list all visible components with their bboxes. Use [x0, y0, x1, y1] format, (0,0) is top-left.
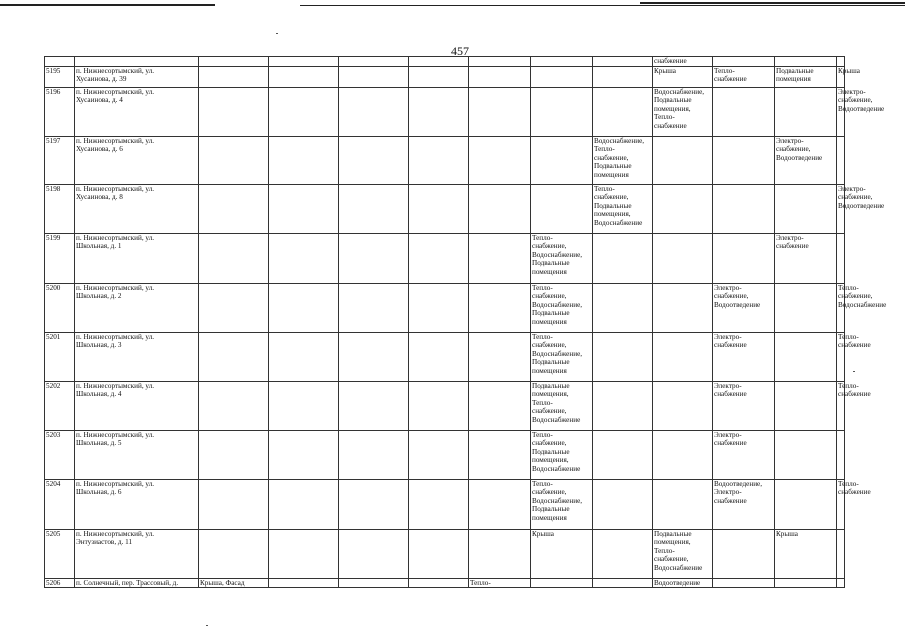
work-cell — [775, 430, 837, 479]
work-cell — [339, 578, 409, 588]
work-cell — [531, 87, 593, 136]
work-cell — [837, 430, 845, 479]
work-cell — [469, 283, 531, 332]
work-cell — [469, 332, 531, 381]
work-cell: Водоснабжение, Тепло- снабжение, Подвальные помещения — [593, 136, 653, 184]
work-cell — [269, 578, 339, 588]
work-cell — [269, 136, 339, 184]
work-cell — [713, 578, 775, 588]
work-cell — [339, 283, 409, 332]
table-row — [45, 87, 845, 136]
work-cell — [653, 332, 713, 381]
table-row — [45, 381, 845, 430]
table-row — [45, 136, 845, 184]
work-cell — [409, 136, 469, 184]
work-cell — [409, 184, 469, 233]
work-cell: Тепло- снабжение — [837, 381, 845, 430]
work-cell — [593, 578, 653, 588]
work-cell — [339, 87, 409, 136]
scan-speck — [206, 625, 208, 626]
work-cell — [713, 233, 775, 283]
work-cell — [339, 233, 409, 283]
work-cell — [531, 136, 593, 184]
work-cell: Тепло- снабжение — [837, 479, 845, 529]
work-cell — [199, 332, 269, 381]
table-row — [45, 66, 845, 87]
work-cell — [593, 479, 653, 529]
table-row — [45, 233, 845, 283]
work-cell — [199, 184, 269, 233]
work-cell — [653, 283, 713, 332]
work-cell: Электро- снабжение — [775, 233, 837, 283]
work-cell — [409, 529, 469, 578]
work-cell — [409, 233, 469, 283]
row-number-cell: 5195 — [45, 66, 75, 87]
work-cell — [199, 233, 269, 283]
work-cell — [653, 233, 713, 283]
address-cell: п. Нижнесортымский, ул. Школьная, д. 5 — [75, 430, 199, 479]
repair-schedule-table — [44, 56, 887, 588]
work-cell: Тепло- снабжение, Подвальные помещения, Водоснабжение — [531, 430, 593, 479]
work-cell — [713, 184, 775, 233]
work-cell: Электро- снабжение, Водоотведение — [837, 184, 845, 233]
scan-speck — [276, 33, 278, 34]
work-cell — [339, 332, 409, 381]
work-cell — [339, 184, 409, 233]
work-cell — [339, 381, 409, 430]
work-cell: Крыша — [653, 66, 713, 87]
work-cell — [593, 283, 653, 332]
work-cell — [199, 430, 269, 479]
work-cell: Тепло- снабжение, Водоснабжение, Подвальные помещения — [531, 332, 593, 381]
work-cell: Крыша — [775, 529, 837, 578]
work-cell — [531, 184, 593, 233]
work-cell — [469, 479, 531, 529]
address-cell: п. Солнечный, пер. Трассовый, д. — [75, 578, 199, 588]
work-cell — [653, 136, 713, 184]
work-cell: Электро- снабжение — [713, 332, 775, 381]
work-cell — [775, 381, 837, 430]
work-cell — [339, 430, 409, 479]
work-cell — [469, 136, 531, 184]
work-cell — [269, 430, 339, 479]
work-cell — [199, 381, 269, 430]
row-number-cell: 5199 — [45, 233, 75, 283]
work-cell — [775, 578, 837, 588]
work-cell: Тепло- снабжение, Водоснабжение, Подвальные помещения — [531, 233, 593, 283]
work-cell — [199, 136, 269, 184]
work-cell — [837, 136, 845, 184]
work-cell — [269, 184, 339, 233]
work-cell — [269, 529, 339, 578]
work-cell: Тепло- — [469, 578, 531, 588]
work-cell — [775, 283, 837, 332]
work-cell: Крыша — [531, 529, 593, 578]
work-cell — [775, 184, 837, 233]
work-cell — [775, 332, 837, 381]
work-cell — [713, 136, 775, 184]
work-cell — [339, 136, 409, 184]
page-number: 457 — [451, 44, 469, 58]
scan-artifact-line — [0, 4, 215, 6]
table-row — [45, 430, 845, 479]
header-fragment-cell: снабжение — [653, 57, 713, 67]
work-cell — [469, 233, 531, 283]
row-number-cell: 5196 — [45, 87, 75, 136]
work-cell: Водоотведение — [653, 578, 713, 588]
work-cell — [775, 87, 837, 136]
row-number-cell: 5205 — [45, 529, 75, 578]
work-cell: Подвальные помещения, Тепло- снабжение, Водоснабжение — [531, 381, 593, 430]
row-number-cell: 5206 — [45, 578, 75, 588]
row-number-cell: 5203 — [45, 430, 75, 479]
work-cell — [775, 479, 837, 529]
work-cell — [653, 184, 713, 233]
work-cell — [593, 66, 653, 87]
work-cell: Электро- снабжение, Водоотведение — [775, 136, 837, 184]
work-cell — [269, 381, 339, 430]
work-cell: Электро- снабжение — [713, 430, 775, 479]
row-number-cell: 5197 — [45, 136, 75, 184]
work-cell — [837, 233, 845, 283]
row-number-cell: 5202 — [45, 381, 75, 430]
work-cell — [199, 529, 269, 578]
work-cell — [339, 66, 409, 87]
work-cell — [469, 430, 531, 479]
scan-artifact-line — [640, 2, 905, 4]
work-cell: Электро- снабжение — [713, 381, 775, 430]
work-cell — [469, 184, 531, 233]
work-cell — [269, 283, 339, 332]
work-cell: Тепло- снабжение, Водоснабжение, Подвальные помещения — [531, 479, 593, 529]
table-body — [45, 57, 887, 588]
work-cell — [593, 430, 653, 479]
table-row — [45, 479, 845, 529]
work-cell — [409, 381, 469, 430]
address-cell: п. Нижнесортымский, ул. Хусаинова, д. 4 — [75, 87, 199, 136]
work-cell — [531, 66, 593, 87]
work-cell: Водоотведение, Электро- снабжение — [713, 479, 775, 529]
row-number-cell: 5198 — [45, 184, 75, 233]
work-cell — [339, 479, 409, 529]
work-cell — [593, 332, 653, 381]
work-cell — [593, 87, 653, 136]
work-cell — [469, 87, 531, 136]
work-cell: Тепло- снабжение, Подвальные помещения, Водоснабжение — [593, 184, 653, 233]
work-cell — [409, 87, 469, 136]
work-cell — [593, 233, 653, 283]
row-number-cell: 5200 — [45, 283, 75, 332]
work-cell: Подвальные помещения — [775, 66, 837, 87]
work-cell: Тепло- снабжение — [713, 66, 775, 87]
scan-artifact-line — [300, 5, 905, 6]
work-cell — [653, 381, 713, 430]
address-cell: п. Нижнесортымский, ул. Энтузиастов, д. 11 — [75, 529, 199, 578]
work-cell: Тепло- снабжение, Водоснабжение, Подвальные помещения — [531, 283, 593, 332]
address-cell: п. Нижнесортымский, ул. Хусаинова, д. 6 — [75, 136, 199, 184]
work-cell — [199, 66, 269, 87]
row-number-cell: 5204 — [45, 479, 75, 529]
work-cell — [269, 66, 339, 87]
work-cell — [339, 529, 409, 578]
work-cell — [409, 479, 469, 529]
work-cell — [199, 87, 269, 136]
work-cell — [409, 430, 469, 479]
work-cell: Крыша, Фасад — [199, 578, 269, 588]
work-cell: Электро- снабжение, Водоотведение — [837, 87, 845, 136]
work-cell — [469, 529, 531, 578]
address-cell: п. Нижнесортымский, ул. Школьная, д. 3 — [75, 332, 199, 381]
address-cell: п. Нижнесортымский, ул. Школьная, д. 6 — [75, 479, 199, 529]
work-cell — [199, 479, 269, 529]
work-cell — [531, 578, 593, 588]
work-cell: Водоснабжение, Подвальные помещения, Тепло- снабжение — [653, 87, 713, 136]
work-cell — [269, 332, 339, 381]
work-cell — [713, 87, 775, 136]
work-cell — [409, 283, 469, 332]
work-cell: Тепло- снабжение, Водоснабжение — [837, 283, 845, 332]
table-row — [45, 184, 845, 233]
address-cell: п. Нижнесортымский, ул. Школьная, д. 1 — [75, 233, 199, 283]
table-row — [45, 283, 845, 332]
work-cell — [199, 283, 269, 332]
work-cell — [269, 87, 339, 136]
work-cell: Электро- снабжение, Водоотведение — [713, 283, 775, 332]
work-cell: Крыша — [837, 66, 845, 87]
work-cell — [409, 578, 469, 588]
address-cell: п. Нижнесортымский, ул. Хусаинова, д. 8 — [75, 184, 199, 233]
table-row — [45, 332, 845, 381]
work-cell — [469, 66, 531, 87]
address-cell: п. Нижнесортымский, ул. Школьная, д. 2 — [75, 283, 199, 332]
scan-speck — [853, 371, 855, 372]
address-cell: п. Нижнесортымский, ул. Школьная, д. 4 — [75, 381, 199, 430]
work-cell — [409, 332, 469, 381]
work-cell — [469, 381, 531, 430]
work-cell: Подвальные помещения, Тепло- снабжение, Водоснабжение — [653, 529, 713, 578]
work-cell — [653, 430, 713, 479]
work-cell — [409, 66, 469, 87]
table-row — [45, 578, 845, 588]
address-cell: п. Нижнесортымский, ул. Хусаинова, д. 39 — [75, 66, 199, 87]
work-cell — [593, 381, 653, 430]
work-cell — [269, 479, 339, 529]
work-cell — [837, 578, 845, 588]
work-cell: Тепло- снабжение — [837, 332, 845, 381]
work-cell — [593, 529, 653, 578]
work-cell — [269, 233, 339, 283]
row-number-cell: 5201 — [45, 332, 75, 381]
header-fragment-row — [45, 57, 845, 67]
work-cell — [713, 529, 775, 578]
work-cell — [837, 529, 845, 578]
work-cell — [653, 479, 713, 529]
table-row — [45, 529, 845, 578]
